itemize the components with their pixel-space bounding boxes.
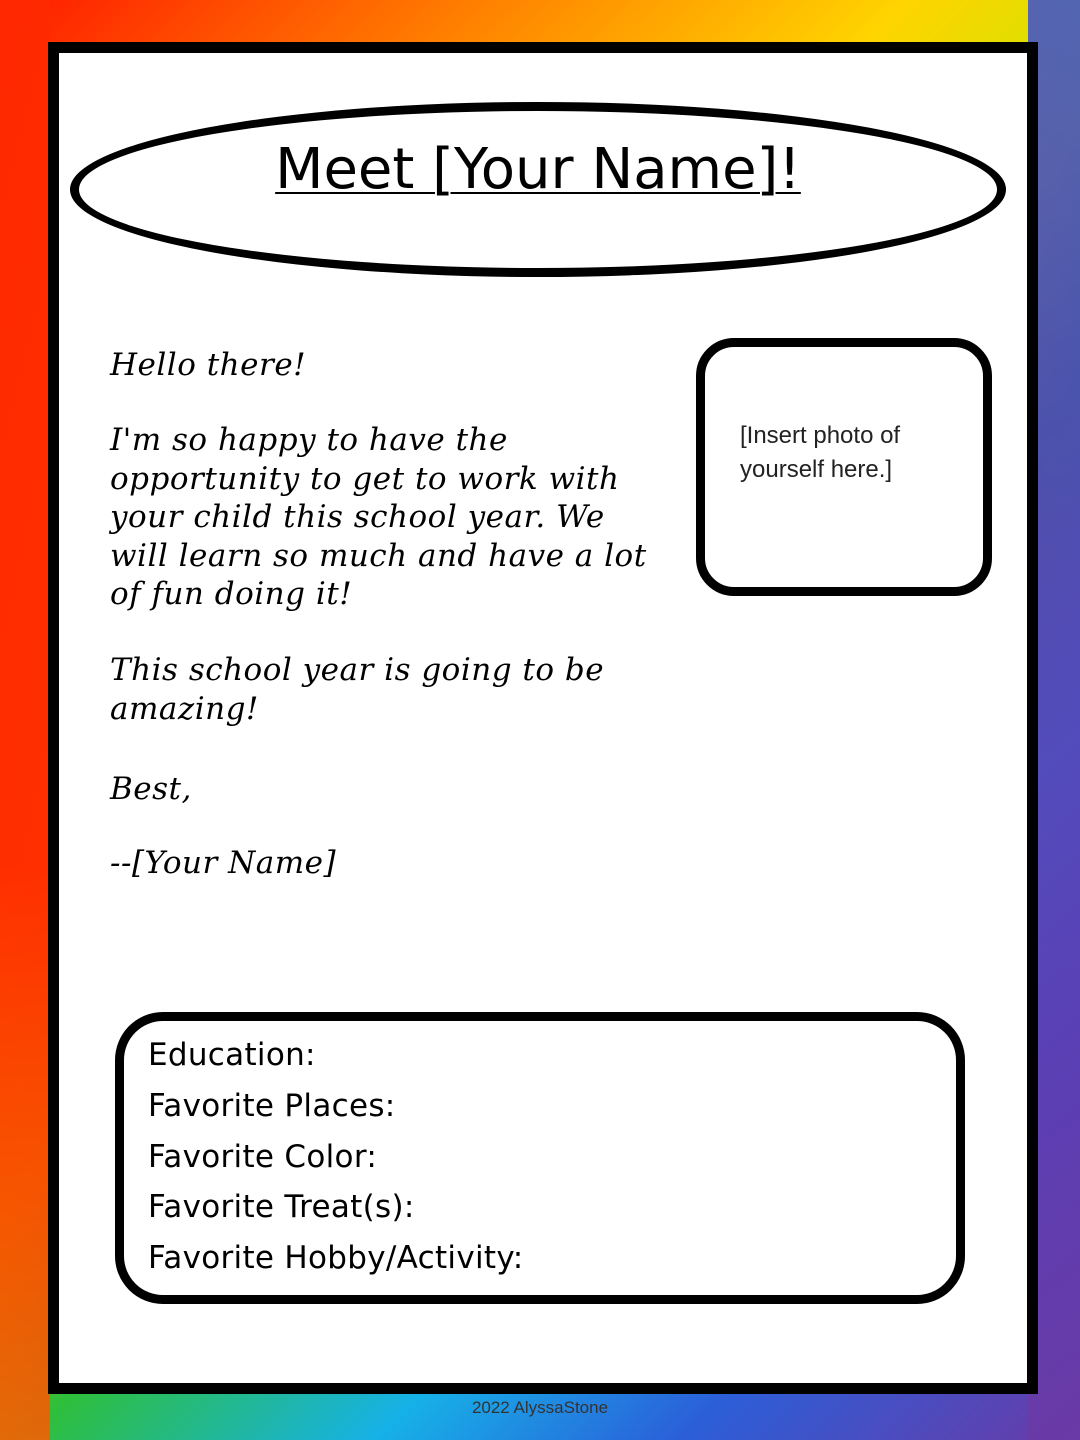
letter-greeting: Hello there!: [110, 347, 307, 383]
letter-signature: --[Your Name]: [110, 845, 337, 881]
fact-favorite-color: Favorite Color:: [148, 1138, 378, 1175]
rainbow-edge-left: [0, 0, 50, 1440]
fact-favorite-treats: Favorite Treat(s):: [148, 1189, 415, 1226]
fact-favorite-places: Favorite Places:: [148, 1087, 396, 1124]
fact-favorite-hobby: Favorite Hobby/Activity:: [148, 1240, 524, 1277]
page-title: [70, 138, 1006, 202]
facts-list: [148, 1030, 523, 1284]
letter-closing: Best,: [110, 771, 192, 807]
fact-education: Education:: [148, 1037, 316, 1073]
letter-paragraph-1: I'm so happy to have the opportunity to get to work with your child this school year. We will learn so much and have a lot of fun doing it!: [110, 422, 647, 612]
photo-placeholder-caption: [Insert photo of yourself here.]: [740, 422, 901, 483]
footer-credit: 2022 AlyssaStone: [471, 1398, 609, 1417]
letter-paragraph-2: This school year is going to be amazing!: [110, 652, 605, 727]
page-title-text: Meet [Your Name]!: [275, 137, 801, 202]
